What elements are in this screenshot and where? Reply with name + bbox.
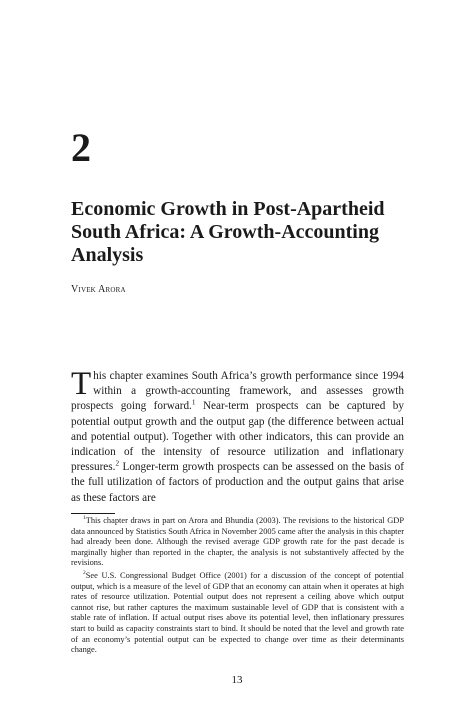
page-number: 13 <box>231 674 243 686</box>
footnote-marker-2: 2 <box>83 570 86 577</box>
body-paragraph <box>71 366 404 506</box>
body-text-part-2: Near-term prospects can be captured by potential output growth and the output gap (the difference between actual and potential output). Together with other indicators, this can provide an indication of the intensity of resource utilization and inflationary pressures. <box>71 400 404 474</box>
chapter-title: Economic Growth in Post-Apartheid South Africa: A Growth-Accounting Analysis <box>71 198 385 266</box>
footnote-text-2: See U.S. Congressional Budget Office (2001) for a discussion of the concept of potential output, which is a measure of the level of GDP that an economy can attain when it operates at high rates of resource utilization. Potential output does not represent a ceiling above which output cannot rise, but rather captures the maximum sustainable level of GDP that is consistent with a stable rate of inflation. If actual output rises above its potential level, then inflationary pressures start to build as capacity constraints start to bind. It should be noted that the level and growth rate of an economy’s potential output can be expected to change over time as their determinants change. <box>71 570 404 655</box>
footnote-text-1: This chapter draws in part on Arora and Bhundia (2003). The revisions to the historical GDP data announced by Statistics South Africa in November 2005 came after the analysis in this chapter had already been done. Although the revised average GDP growth rate for the past decade is marginally higher than reported in the chapter, the analysis is not substantively affected by the revisions. <box>71 516 404 568</box>
footnotes <box>71 516 404 658</box>
footnote-ref-2[interactable]: 2 <box>115 459 120 468</box>
footnote-ref-1[interactable]: 1 <box>191 398 196 407</box>
drop-cap: T <box>71 366 92 402</box>
footnote-marker-1: 1 <box>83 515 86 522</box>
body-text-part-1: his chapter examines South Africa’s growth performance since 1994 within a growth-accounting framework, and assesses growth prospects going forward. <box>71 370 404 413</box>
footnote-2 <box>71 571 404 656</box>
chapter-number: 2 <box>71 125 91 170</box>
body-text-part-3: Longer-term growth prospects can be assessed on the basis of the full utilization of factors of production and the output gains that arise as these factors are <box>71 461 404 504</box>
footnote-1 <box>71 516 404 569</box>
chapter-author: Vivek Arora <box>71 284 126 295</box>
footnote-divider <box>71 513 115 514</box>
